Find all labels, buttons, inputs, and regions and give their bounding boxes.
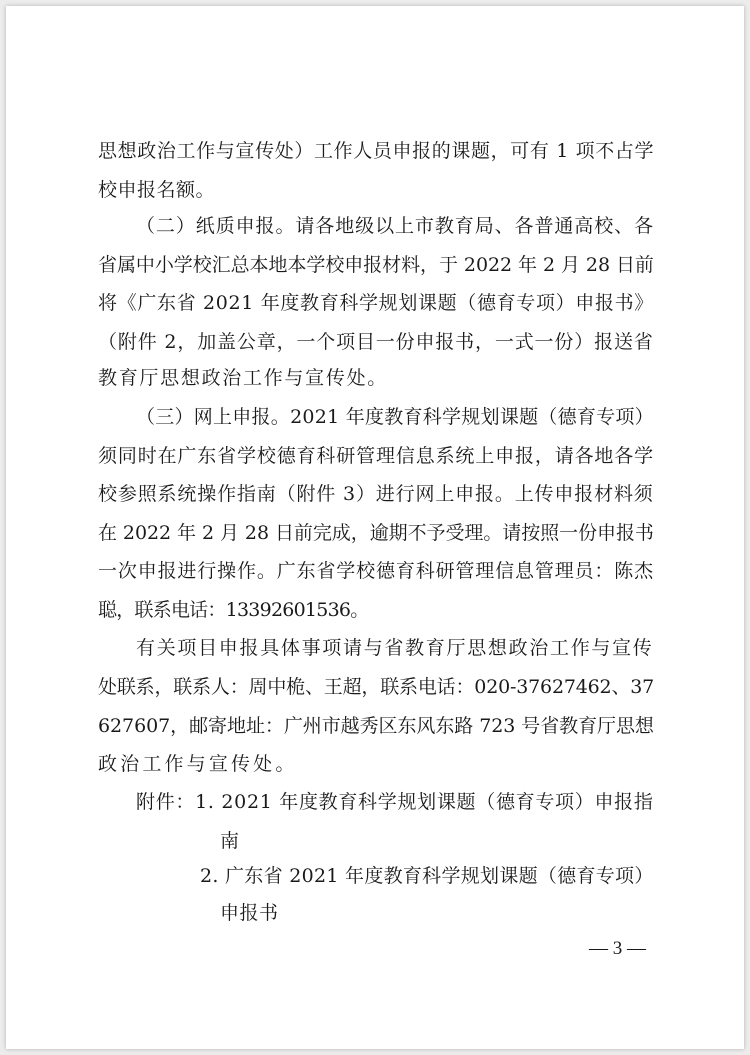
text-line: 教育厅思想政治工作与宣传处。 <box>98 367 389 389</box>
text-line: 南 <box>220 830 240 852</box>
text-line: 一次申报进行操作。广东省学校德育科研管理信息管理员：陈杰 <box>98 560 655 582</box>
page-number: — 3 — <box>589 938 646 959</box>
text-line: 在 2022 年 2 月 28 日前完成，逾期不予受理。请按照一份申报书 <box>98 522 654 544</box>
text-line: 有关项目申报具体事项请与省教育厅思想政治工作与宣传 <box>136 637 654 659</box>
text-line: 627607，邮寄地址：广州市越秀区东风东路 723 号省教育厅思想 <box>98 715 654 737</box>
text-line: （附件 2，加盖公章，一个项目一份申报书，一式一份）报送省 <box>98 331 654 353</box>
text-line: 2. 广东省 2021 年度教育科学规划课题（德育专项） <box>200 865 654 887</box>
text-line: 校申报名额。 <box>98 179 216 201</box>
text-line: 申报书 <box>220 902 279 924</box>
text-line: 校参照系统操作指南（附件 3）进行网上申报。上传申报材料须 <box>98 483 654 505</box>
text-line: （三）网上申报。2021 年度教育科学规划课题（德育专项） <box>136 406 654 428</box>
text-line: 附件：1. 2021 年度教育科学规划课题（德育专项）申报指 <box>136 791 654 813</box>
text-line: （二）纸质申报。请各地级以上市教育局、各普通高校、各 <box>136 215 655 237</box>
text-line: 将《广东省 2021 年度教育科学规划课题（德育专项）申报书》 <box>98 292 654 314</box>
text-line: 省属中小学校汇总本地本学校申报材料，于 2022 年 2 月 28 日前 <box>98 254 654 276</box>
text-line: 思想政治工作与宣传处）工作人员申报的课题，可有 1 项不占学 <box>98 140 655 162</box>
text-line: 政治工作与宣传处。 <box>98 753 298 775</box>
text-line: 聪，联系电话：13392601536。 <box>98 599 369 621</box>
text-line: 须同时在广东省学校德育科研管理信息系统上申报，请各地各学 <box>98 445 655 467</box>
text-line: 处联系，联系人：周中桅、王超，联系电话：020-37627462、37 <box>98 676 655 698</box>
document-page <box>6 6 744 1049</box>
